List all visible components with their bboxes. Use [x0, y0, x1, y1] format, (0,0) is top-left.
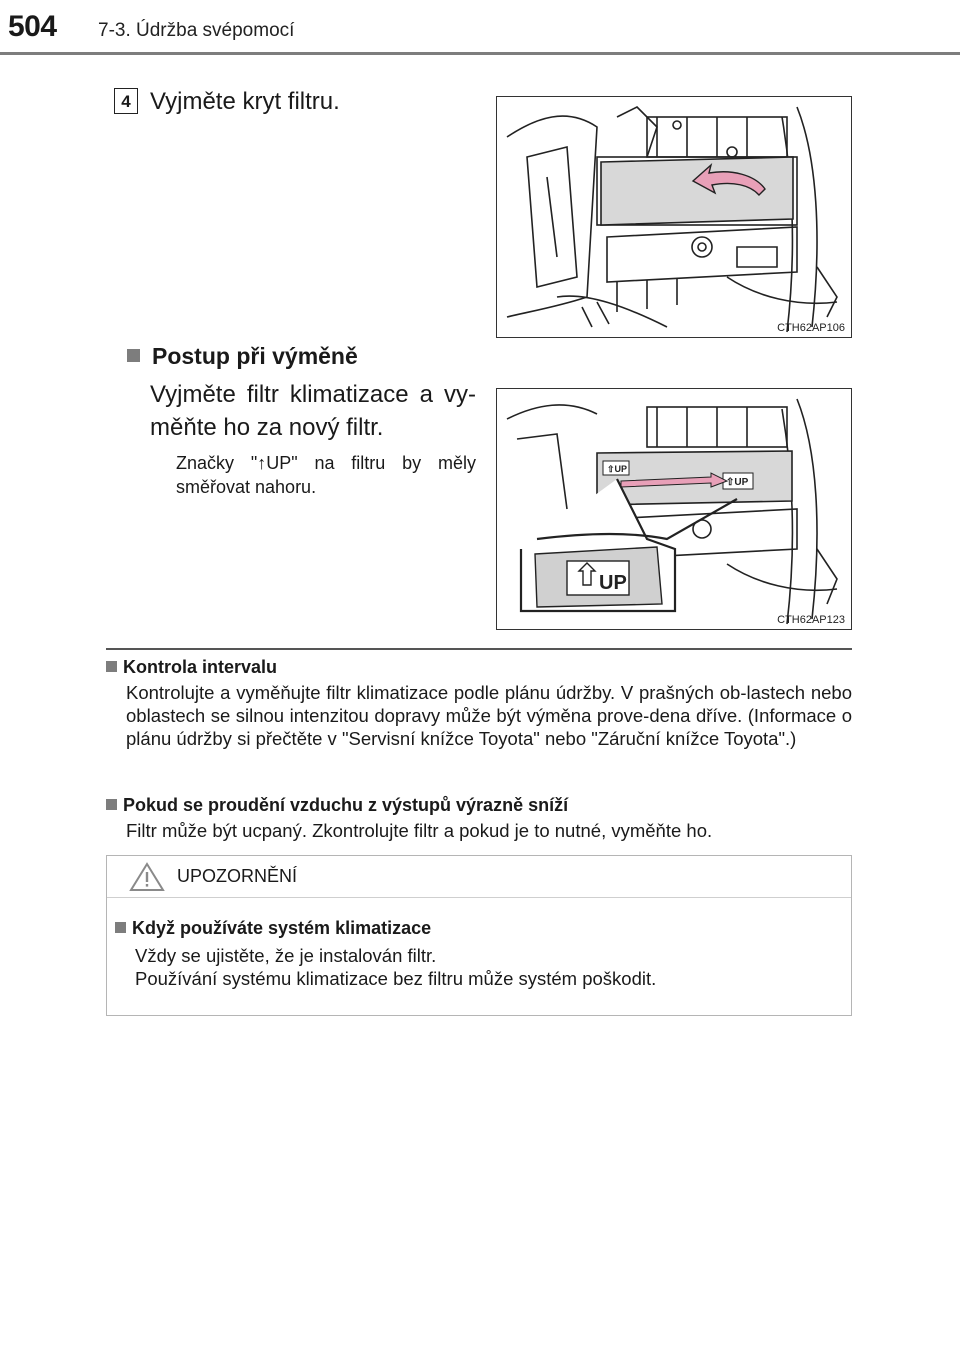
svg-text:⇧UP: ⇧UP: [726, 477, 749, 488]
up-marking: UP: [599, 572, 627, 594]
caution-line: Vždy se ujistěte, že je instalován filtr.: [135, 945, 437, 966]
section-check-interval: [106, 657, 852, 750]
figure-remove-cover: [496, 96, 852, 338]
square-bullet-icon: [106, 799, 117, 810]
filter-install-illustration: [497, 389, 851, 629]
section-title: Kontrola intervalu: [106, 657, 852, 678]
subsection-heading: [127, 343, 358, 370]
figure-install-filter: [496, 388, 852, 630]
subsection-heading-text: Postup při výměně: [152, 343, 358, 369]
section-body: Kontrolujte a vyměňujte filtr klimatizace podle plánu údržby. V prašných ob-lastech nebo oblastech se silnou intenzitou dopravy může být výměna prove-dena dříve. (Informace o plánu údržby si přečtěte v "Servisní knížce Toyota" nebo "Záruční knížce Toyota".): [126, 682, 852, 749]
section-airflow: [106, 795, 852, 842]
header-rule: [0, 52, 960, 55]
square-bullet-icon: [115, 922, 126, 933]
square-bullet-icon: [106, 661, 117, 672]
chapter-title: 7-3. Údržba svépomocí: [98, 20, 295, 41]
caution-header: [107, 856, 851, 898]
step-number: 4: [114, 88, 138, 114]
replacement-instructions: Vyjměte filtr klimatizace a vy-měňte ho za nový filtr.: [150, 381, 476, 441]
figure-code: CTH62AP106: [777, 322, 845, 334]
caution-label: UPOZORNĚNÍ: [177, 866, 298, 886]
caution-title: Když používáte systém klimatizace: [115, 918, 431, 939]
svg-text:⇧UP: ⇧UP: [607, 464, 628, 474]
section-title: Pokud se proudění vzduchu z výstupů výrazně sníží: [106, 795, 852, 816]
step-text: Vyjměte kryt filtru.: [150, 88, 340, 115]
filter-cover-illustration: [497, 97, 851, 337]
figure-code: CTH62AP123: [777, 614, 845, 626]
square-bullet-icon: [127, 349, 140, 362]
caution-box: [106, 855, 852, 1016]
warning-triangle-icon: [129, 862, 165, 892]
section-body: Filtr může být ucpaný. Zkontrolujte filtr a pokud je to nutné, vyměňte ho.: [126, 820, 713, 841]
caution-body: [135, 944, 656, 990]
caution-line: Používání systému klimatizace bez filtru může systém poškodit.: [135, 968, 657, 989]
section-divider: [106, 648, 852, 650]
orientation-note: Značky "↑UP" na filtru by měly směřovat nahoru.: [176, 453, 476, 497]
page-number: 504: [8, 10, 57, 43]
